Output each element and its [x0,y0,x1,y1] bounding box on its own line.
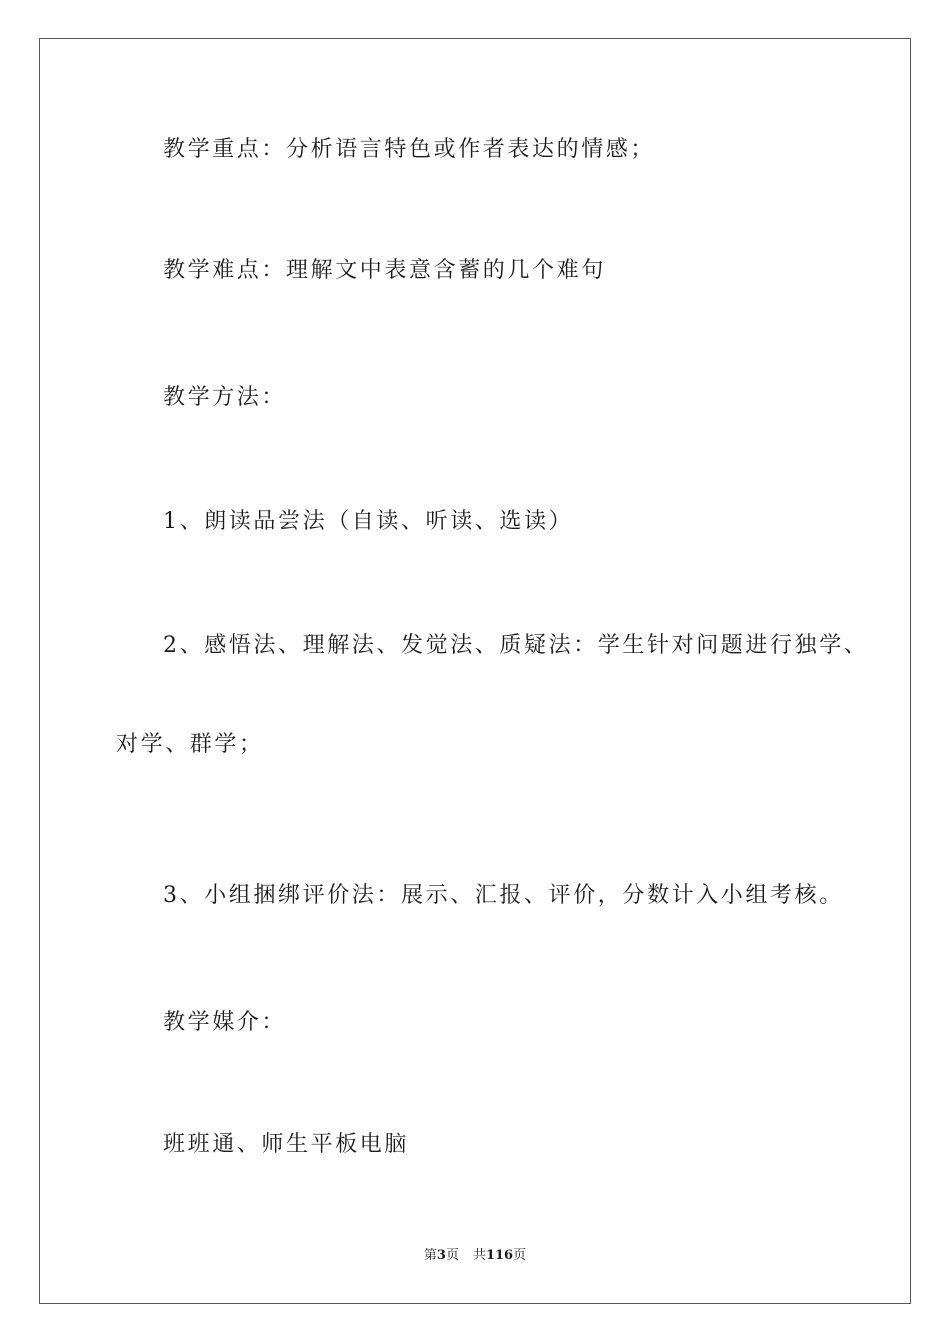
page-prefix: 第 [423,1248,437,1263]
page-border [39,38,911,1304]
teaching-difficulty-line: 教学难点：理解文中表意含蓄的几个难句 [163,258,606,283]
page-suffix: 页 [445,1248,459,1263]
method-item-1: 1、朗读品尝法（自读、听读、选读） [163,509,574,534]
total-suffix: 页 [513,1248,527,1263]
page-number: 3 [436,1248,446,1263]
teaching-media-heading: 教学媒介： [163,1010,287,1035]
page-footer [0,1247,950,1265]
method-item-3: 3、小组捆绑评价法：展示、汇报、评价，分数计入小组考核。 [163,883,844,908]
teaching-media-content: 班班通、师生平板电脑 [163,1132,410,1157]
method-item-2-continuation: 对学、群学； [116,732,264,757]
method-item-2: 2、感悟法、理解法、发觉法、质疑法：学生针对问题进行独学、 [163,633,869,658]
total-prefix: 共 [472,1248,486,1263]
teaching-focus-line: 教学重点：分析语言特色或作者表达的情感； [163,137,656,162]
total-pages: 116 [485,1248,514,1263]
teaching-methods-heading: 教学方法： [163,385,287,410]
